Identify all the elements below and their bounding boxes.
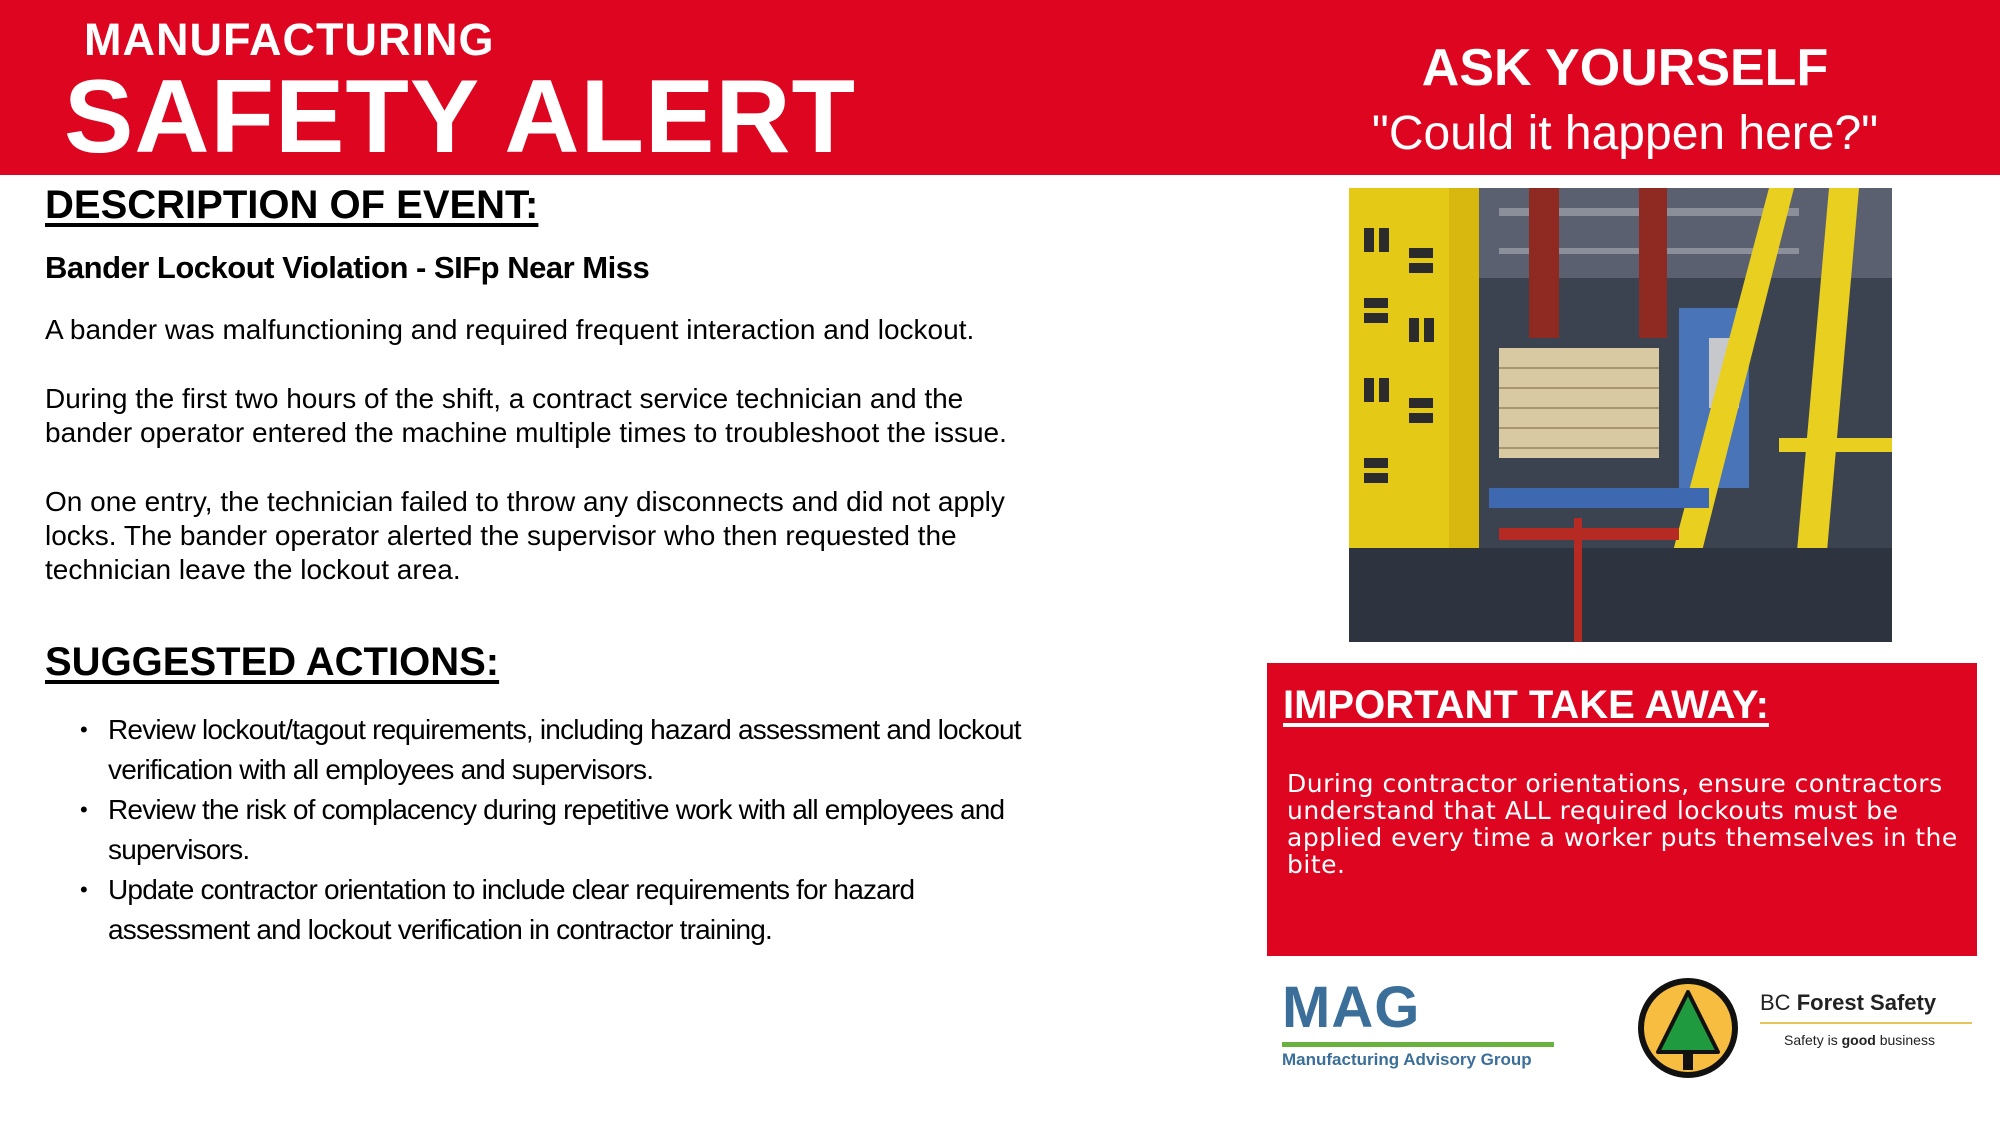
bc-forest-safety-tree-icon — [1638, 978, 1738, 1078]
header-banner — [0, 0, 2000, 175]
bc-forest-safety-divider — [1760, 1022, 1972, 1024]
ask-yourself-quote: "Could it happen here?" — [1371, 107, 1879, 160]
mag-logo-name: MAG — [1282, 975, 1421, 1040]
bc-forest-safety-name: BC Forest Safety — [1760, 990, 1937, 1015]
description-heading: DESCRIPTION OF EVENT: — [45, 183, 539, 227]
takeaway-heading: IMPORTANT TAKE AWAY: — [1283, 683, 1769, 727]
takeaway-box — [1267, 663, 1977, 956]
description-paragraph-2: During the first two hours of the shift, a contract service technician and the bander operator entered the machine multiple times to troubleshoot the issue. — [45, 383, 1007, 448]
description-paragraph-3: On one entry, the technician failed to throw any disconnects and did not apply locks. The bander operator alerted the supervisor who then requested the technician leave the lockout area. — [45, 486, 1005, 585]
mag-logo-underline — [1282, 1042, 1554, 1047]
bc-forest-safety-tagline: Safety is good business — [1784, 1032, 1935, 1048]
description-paragraph-1: A bander was malfunctioning and required frequent interaction and lockout. — [45, 314, 975, 345]
header-title: SAFETY ALERT — [64, 59, 857, 175]
takeaway-text: During contractor orientations, ensure contractors understand that ALL required lockouts must be applied every time a worker puts themselves in the bite. — [1287, 769, 1958, 879]
action-item-1: • Review lockout/tagout requirements, including hazard assessment and lockout verification with all employees and supervisors. — [80, 710, 1040, 790]
ask-yourself-title: ASK YOURSELF — [1421, 39, 1829, 97]
suggested-actions-list — [80, 710, 1040, 950]
mag-logo — [1282, 975, 1557, 1073]
header-category: MANUFACTURING — [84, 14, 495, 65]
suggested-actions-heading: SUGGESTED ACTIONS: — [45, 640, 500, 684]
action-item-3: • Update contractor orientation to include clear requirements for hazard assessment and lockout verification in contractor training. — [80, 870, 1040, 950]
event-title: Bander Lockout Violation - SIFp Near Miss — [45, 250, 650, 285]
mag-logo-subtitle: Manufacturing Advisory Group — [1282, 1050, 1532, 1069]
action-item-2: • Review the risk of complacency during repetitive work with all employees and supervisors. — [80, 790, 1040, 870]
bander-machine-photo — [1349, 188, 1892, 642]
